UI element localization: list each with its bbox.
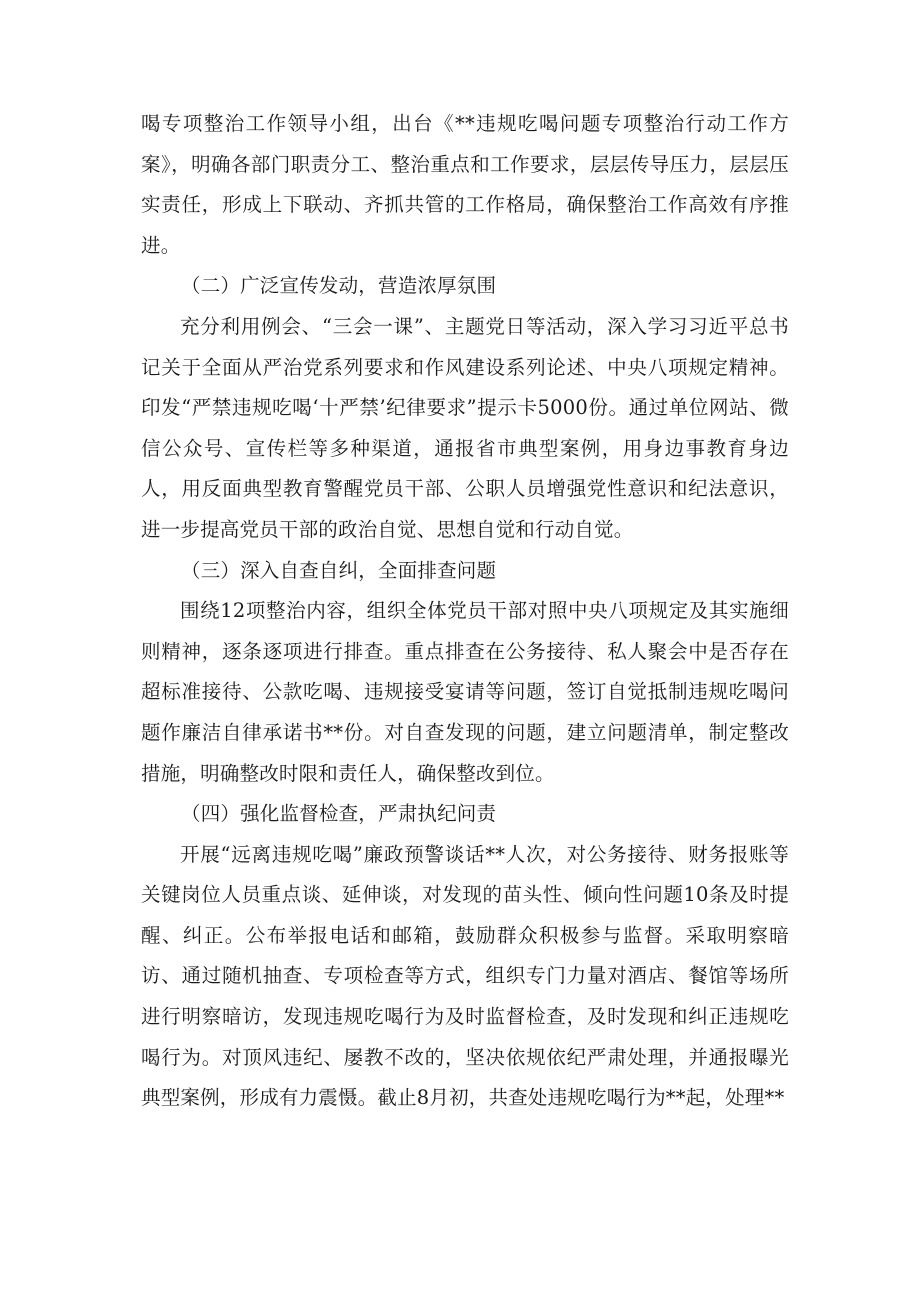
paragraph-supervision: 开展“远离违规吃喝”廉政预警谈话**人次，对公务接待、财务报账等关键岗位人员重点谈、延伸谈，对发现的苗头性、倾向性问题10条及时提醒、纠正。公布举报电话和邮箱，鼓励群众积极参与监督。采取明察暗访、通过随机抽查、专项检查等方式，组织专门力量对酒店、餐馆等场所进行明察暗访，发现违规吃喝行为及时监督检查，及时发现和纠正违规吃喝行为。对顶风违纪、屡教不改的，坚决依规依纪严肃处理，并通报曝光典型案例，形成有力震慑。截止8月初，共查处违规吃喝行为**起，处理**: [141, 842, 789, 1110]
paragraph-self-inspection: 围绕12项整治内容，组织全体党员干部对照中央八项规定及其实施细则精神，逐条逐项进行排查。重点排查在公务接待、私人聚会中是否存在超标准接待、公款吃喝、违规接受宴请等问题，签订自觉抵制违规吃喝问题作廉洁自律承诺书**份。对自查发现的问题，建立问题清单，制定整改措施，明确整改时限和责任人，确保整改到位。: [141, 599, 789, 785]
document-body: [141, 104, 789, 1119]
paragraph-publicity: 充分利用例会、“三会一课”、主题党日等活动，深入学习习近平总书记关于全面从严治党系列要求和作风建设系列论述、中央八项规定精神。印发“严禁违规吃喝‘十严禁’纪律要求”提示卡5000份。通过单位网站、微信公众号、宣传栏等多种渠道，通报省市典型案例，用身边事教育身边人，用反面典型教育警醒党员干部、公职人员增强党性意识和纪法意识，进一步提高党员干部的政治自觉、思想自觉和行动自觉。: [141, 314, 789, 541]
paragraph-continuation: 喝专项整治工作领导小组，出台《**违规吃喝问题专项整治行动工作方案》，明确各部门职责分工、整治重点和工作要求，层层传导压力，层层压实责任，形成上下联动、齐抓共管的工作格局，确保整治工作高效有序推进。: [141, 112, 789, 257]
section-heading-2: （二）广泛宣传发动，营造浓厚氛围: [181, 274, 497, 298]
section-heading-4: （四）强化监督检查，严肃执纪问责: [181, 802, 497, 826]
section-heading-3: （三）深入自查自纠，全面排查问题: [181, 558, 497, 582]
